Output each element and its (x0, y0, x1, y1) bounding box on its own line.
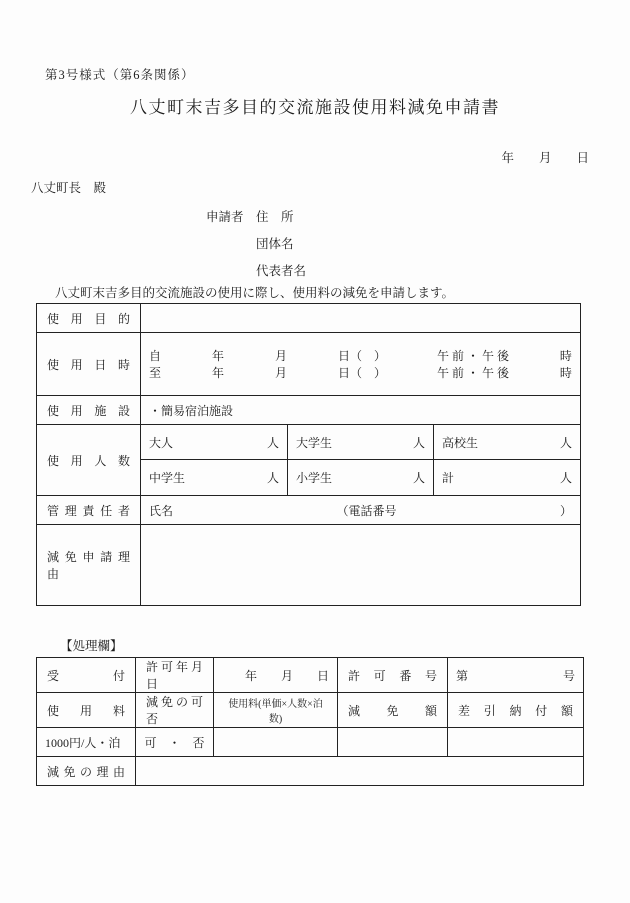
fee-rate-label: 1000円/人・泊 (37, 728, 136, 757)
yes-no-field: 可 ・ 否 (136, 728, 214, 757)
datetime-to-line: 至 年 月 日（ ） 午 前 ・ 午 後 時 (149, 366, 572, 380)
people-university-field: 大学生 人 (288, 425, 434, 460)
table-row (37, 525, 581, 606)
datetime-field (141, 333, 581, 396)
date-line: 年 月 日 (501, 151, 589, 165)
exemption-amount-field (338, 728, 448, 757)
facility-field: ・簡易宿泊施設 (141, 396, 581, 425)
balance-field (448, 728, 584, 757)
people-adult-field: 大人 人 (141, 425, 288, 460)
exemption-reason2-label: 減 免 の 理 由 (37, 757, 136, 786)
application-table (36, 303, 581, 606)
manager-field (141, 496, 581, 525)
people-juniorhigh-field: 中学生 人 (141, 460, 288, 496)
exemption-reason-label: 減 免 申 請 理 由 (37, 525, 141, 606)
purpose-label: 使 用 目 的 (37, 304, 141, 333)
purpose-field (141, 304, 581, 333)
applicant-address-label: 申請者 住 所 (206, 210, 294, 224)
people-total-field: 計 人 (434, 460, 581, 496)
receipt-label: 受 付 (37, 658, 136, 693)
table-row (37, 304, 581, 333)
permit-number-field: 第 号 (448, 658, 584, 693)
exemption-reason-field (141, 525, 581, 606)
fee-label: 使 用 料 (37, 693, 136, 728)
manager-name-label: 氏名 (149, 503, 174, 518)
exemption-reason2-field (136, 757, 584, 786)
intro-sentence: 八丈町末吉多目的交流施設の使用に際し、使用料の減免を申請します。 (55, 286, 455, 300)
manager-label: 管 理 責 任 者 (37, 496, 141, 525)
balance-label: 差 引 納 付 額 (448, 693, 584, 728)
table-row (37, 728, 584, 757)
form-number: 第3号様式（第6条関係） (45, 68, 195, 82)
fee-amount-field (214, 728, 338, 757)
datetime-label: 使 用 日 時 (37, 333, 141, 396)
facility-label: 使 用 施 設 (37, 396, 141, 425)
table-row (37, 496, 581, 525)
page-title: 八丈町末吉多目的交流施設使用料減免申請書 (130, 98, 500, 117)
people-elementary-field: 小学生 人 (288, 460, 434, 496)
table-row (37, 693, 584, 728)
table-row (37, 757, 584, 786)
permit-number-label: 許 可 番 号 (338, 658, 448, 693)
permit-date-field: 年 月 日 (214, 658, 338, 693)
applicant-group-label: 団体名 (256, 237, 294, 251)
applicant-representative-label: 代表者名 (256, 264, 307, 278)
permit-date-label: 許 可 年 月 日 (136, 658, 214, 693)
manager-phone-close: ） (559, 503, 572, 518)
addressee: 八丈町長 殿 (31, 181, 107, 195)
applicant-block (206, 204, 306, 285)
people-label: 使 用 人 数 (37, 425, 141, 496)
people-highschool-field: 高校生 人 (434, 425, 581, 460)
exemption-yn-label: 減 免 の 可 否 (136, 693, 214, 728)
processing-table (36, 657, 584, 786)
table-row (37, 333, 581, 396)
processing-section-label: 【処理欄】 (60, 639, 123, 653)
manager-phone-label: （電話番号 (336, 503, 397, 518)
datetime-from-line: 自 年 月 日（ ） 午 前 ・ 午 後 時 (149, 349, 572, 363)
fee-formula-label: 使用料(単価×人数×泊数) (214, 693, 338, 728)
table-row (37, 425, 581, 460)
exemption-amount-label: 減 免 額 (338, 693, 448, 728)
table-row (37, 396, 581, 425)
table-row (37, 658, 584, 693)
